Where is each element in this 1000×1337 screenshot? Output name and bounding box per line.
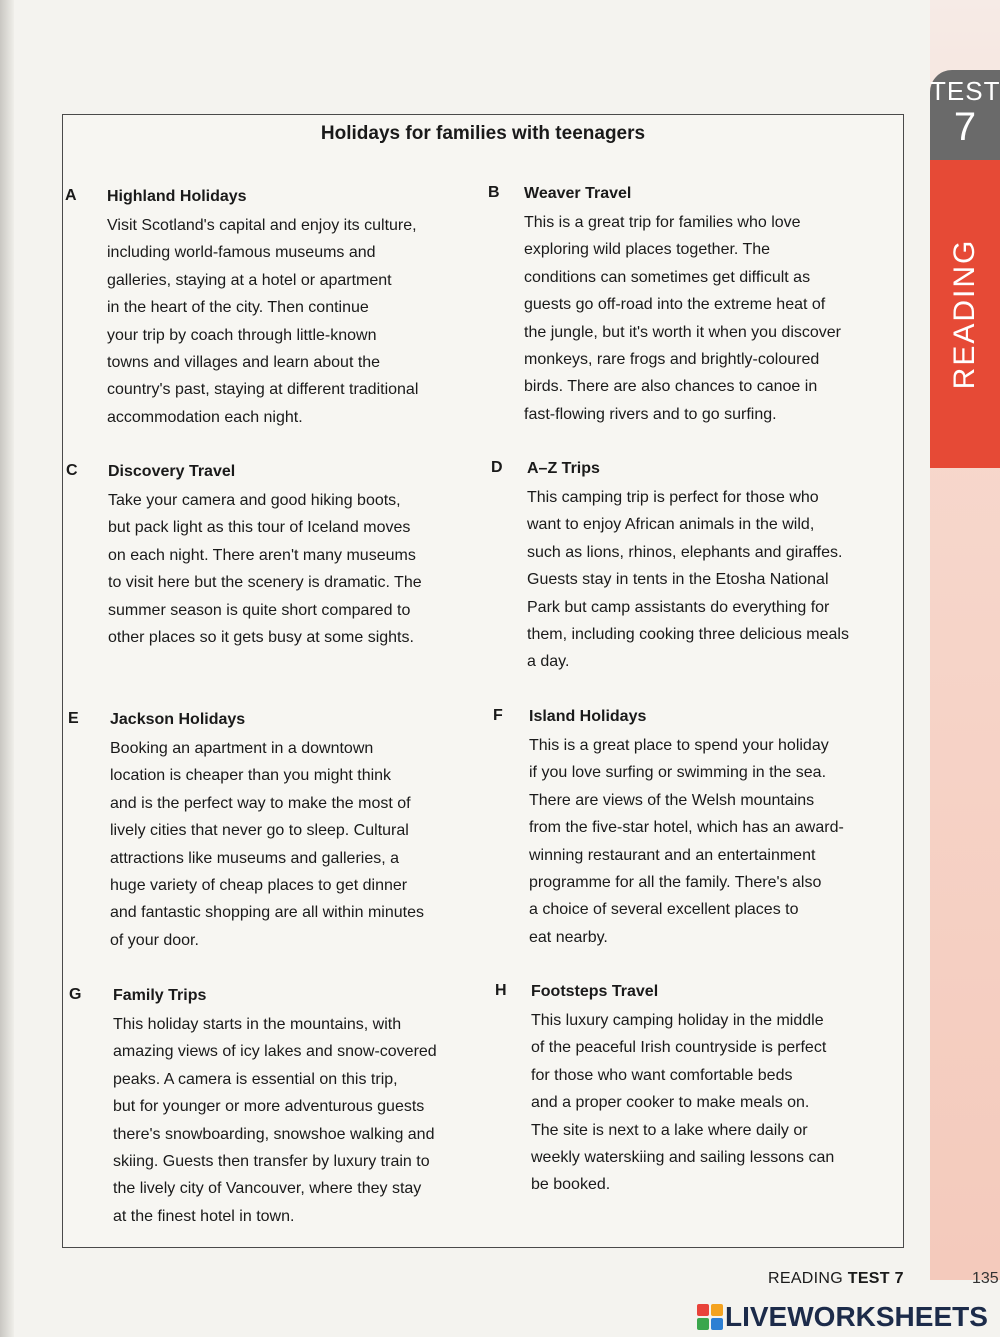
entry-c	[66, 462, 468, 651]
entry-description: This holiday starts in the mountains, with amazing views of icy lakes and snow-covered peaks. A camera is essential on this trip, but for younger or more adventurous guests there's snowboarding, snowshoe walking and skiing. Guests then transfer by luxury train to the lively city of Vancouver, where they stay at the finest hotel in town.	[113, 1016, 437, 1225]
liveworksheets-wordmark: LIVEWORKSHEETS	[725, 1301, 988, 1332]
entry-letter: A	[65, 187, 77, 204]
entry-description: Visit Scotland's capital and enjoy its culture, including world-famous museums and galleries, staying at a hotel or apartment in the heart of the city. Then continue your trip by coach through little-known towns and villages and learn about the country's past, staying at different traditional accommodation each night.	[107, 217, 419, 426]
liveworksheets-icon	[697, 1304, 723, 1330]
test-tab-label: TEST	[930, 76, 1000, 106]
entry-description: This luxury camping holiday in the middle of the peaceful Irish countryside is perfect for those who want comfortable beds and a proper cooker to make meals on. The site is next to a lake where daily or weekly waterskiing and sailing lessons can be booked.	[531, 1012, 835, 1194]
entry-name: A–Z Trips	[527, 460, 600, 477]
logo-square-orange	[711, 1304, 723, 1316]
entry-name: Footsteps Travel	[531, 983, 659, 1000]
entry-g	[69, 986, 493, 1230]
entry-a	[65, 187, 467, 431]
reading-tab-label: READING	[948, 238, 981, 390]
entry-name: Discovery Travel	[108, 463, 236, 480]
entry-description: Take your camera and good hiking boots, but pack light as this tour of Iceland moves on each night. There aren't many museums to visit here but the scenery is dramatic. The summer season is quite short compared to other places so it gets busy at some sights.	[108, 492, 422, 647]
entry-letter: D	[491, 459, 503, 476]
entry-name: Jackson Holidays	[110, 711, 246, 728]
footer-section: READING	[768, 1270, 843, 1287]
entry-letter: C	[66, 462, 78, 479]
entry-letter: G	[69, 986, 82, 1003]
entry-h	[495, 982, 891, 1199]
entry-description: This is a great trip for families who love exploring wild places together. The conditions can sometimes get difficult as guests go off-road into the extreme heat of the jungle, but it's worth it when you discover monkeys, rare frogs and brightly-coloured birds. There are also chances to canoe in fast-flowing rivers and to go surfing.	[524, 214, 841, 423]
page-number: 135	[972, 1270, 999, 1287]
entry-description: This is a great place to spend your holiday if you love surfing or swimming in the sea. There are views of the Welsh mountains from the five-star hotel, which has an award- winning restaurant and an entertainment programme for all the family. There's also a choice of several excellent places to eat nearby.	[529, 737, 844, 946]
test-tab	[930, 70, 1000, 160]
logo-square-blue	[711, 1318, 723, 1330]
holidays-box	[62, 114, 904, 1248]
entry-e	[68, 710, 470, 954]
entry-name: Weaver Travel	[524, 185, 632, 202]
reading-tab	[930, 160, 1000, 468]
entry-name: Highland Holidays	[107, 188, 247, 205]
entry-d	[491, 459, 887, 676]
page-edge-shadow	[0, 0, 14, 1337]
logo-square-green	[697, 1318, 709, 1330]
test-tab-number: 7	[953, 105, 977, 149]
page-footer	[768, 1270, 904, 1288]
entry-description: This camping trip is perfect for those who want to enjoy African animals in the wild, such as lions, rhinos, elephants and giraffes. Guests stay in tents in the Etosha National Park but camp assistants do everything for them, including cooking three delicious meals a day.	[527, 489, 849, 671]
entry-letter: E	[68, 710, 79, 727]
entry-b	[488, 184, 884, 428]
liveworksheets-logo[interactable]	[697, 1300, 988, 1334]
page-title: Holidays for families with teenagers	[320, 123, 646, 144]
footer-test: TEST 7	[847, 1270, 904, 1287]
entry-description: Booking an apartment in a downtown location is cheaper than you might think and is the perfect way to make the most of lively cities that never go to sleep. Cultural attractions like museums and galleries, a huge variety of cheap places to get dinner and fantastic shopping are all within minutes of your door.	[110, 740, 424, 949]
entry-letter: F	[493, 707, 503, 724]
entry-name: Island Holidays	[529, 708, 647, 725]
entry-name: Family Trips	[113, 987, 207, 1004]
logo-square-red	[697, 1304, 709, 1316]
entry-letter: B	[488, 184, 500, 201]
entry-f	[493, 707, 889, 951]
entry-letter: H	[495, 982, 507, 999]
